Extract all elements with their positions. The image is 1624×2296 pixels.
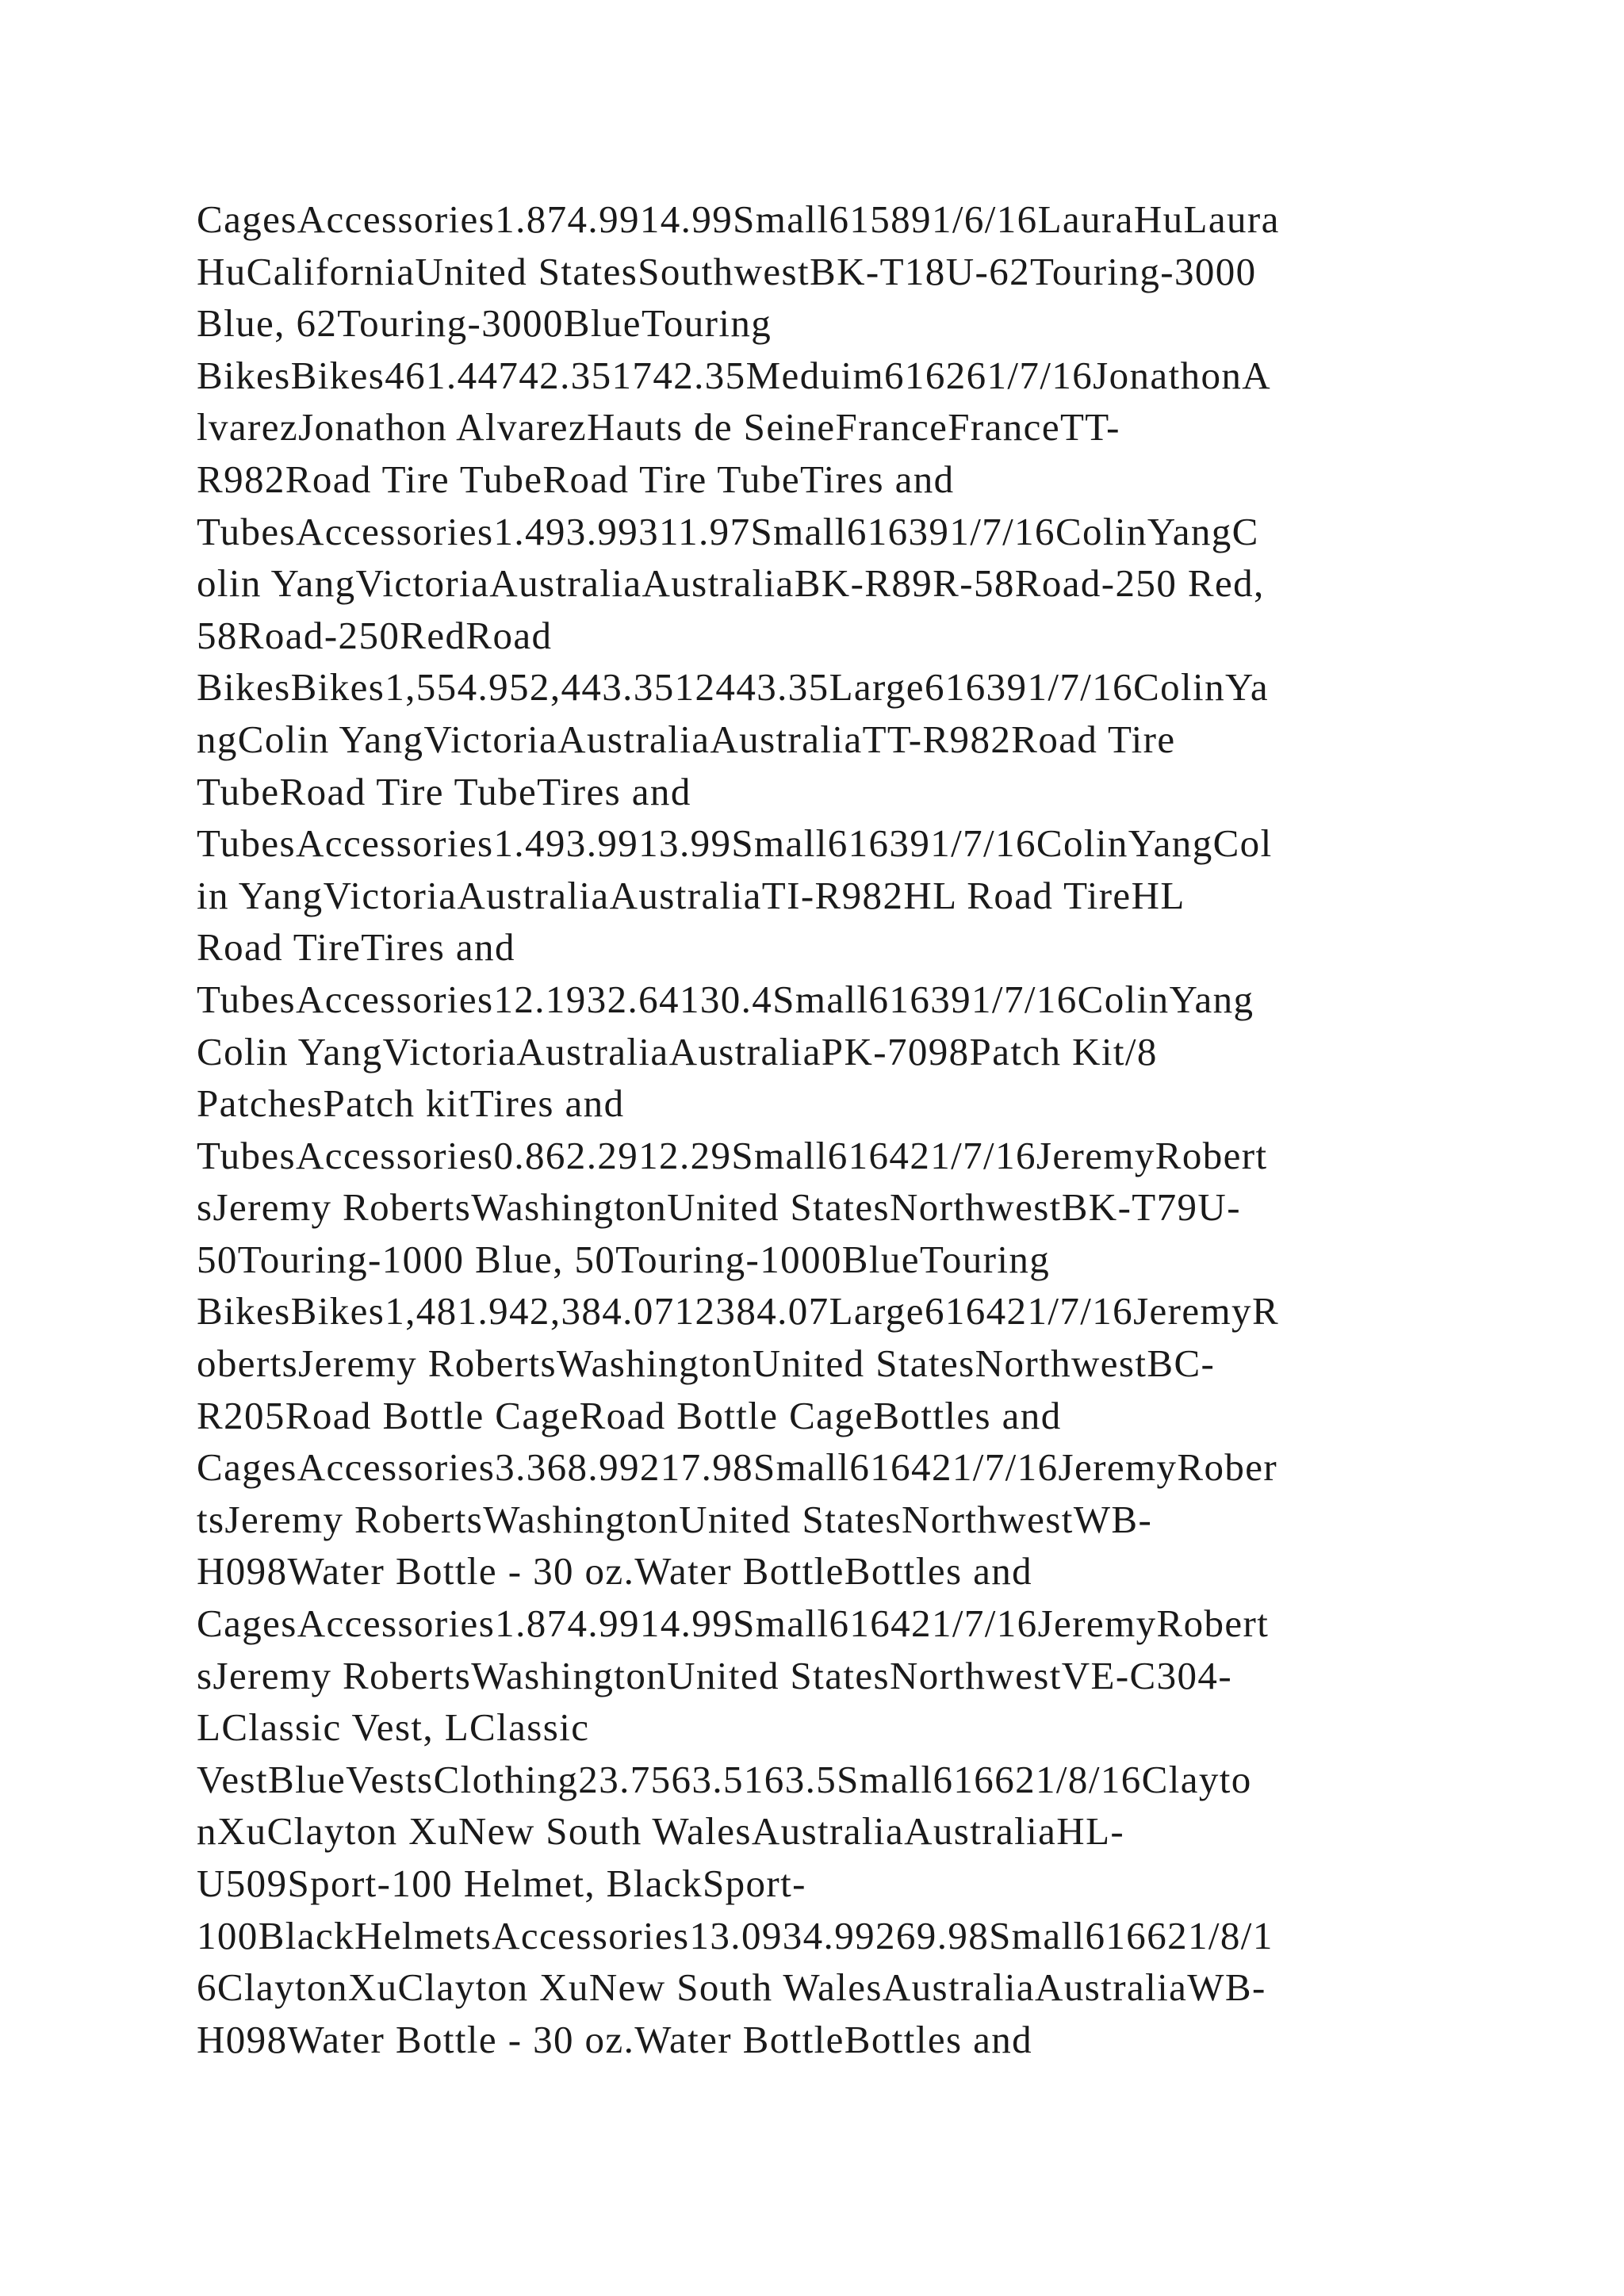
text-line: VestBlueVestsClothing23.7563.5163.5Small616621/8/16Clayto — [197, 1757, 1252, 1801]
text-line: Blue, 62Touring-3000BlueTouring — [197, 301, 772, 346]
text-line: R205Road Bottle CageRoad Bottle CageBottles and — [197, 1393, 1062, 1437]
text-line: 100BlackHelmetsAccessories13.0934.99269.98Small616621/8/1 — [197, 1913, 1274, 1957]
text-line: ngColin YangVictoriaAustraliaAustraliaTT-R982Road Tire — [197, 717, 1176, 761]
text-line: H098Water Bottle - 30 oz.Water BottleBottles and — [197, 1549, 1033, 1594]
text-line: sJeremy RobertsWashingtonUnited StatesNorthwestVE-C304- — [197, 1653, 1233, 1697]
text-line: R982Road Tire TubeRoad Tire TubeTires and — [197, 457, 955, 501]
text-line: obertsJeremy RobertsWashingtonUnited StatesNorthwestBC- — [197, 1341, 1216, 1386]
body-text — [197, 193, 1434, 2065]
text-line: TubeRoad Tire TubeTires and — [197, 769, 691, 813]
text-line: 50Touring-1000 Blue, 50Touring-1000BlueTouring — [197, 1237, 1051, 1281]
text-line: BikesBikes1,481.942,384.0712384.07Large616421/7/16JeremyR — [197, 1289, 1280, 1334]
text-line: CagesAccessories1.874.9914.99Small615891/6/16LauraHuLaura — [197, 197, 1280, 241]
text-line: sJeremy RobertsWashingtonUnited StatesNorthwestBK-T79U- — [197, 1185, 1241, 1230]
text-line: TubesAccessories1.493.9913.99Small616391/7/16ColinYangCol — [197, 821, 1273, 866]
text-line: BikesBikes461.44742.351742.35Meduim616261/7/16JonathonA — [197, 353, 1272, 397]
text-line: nXuClayton XuNew South WalesAustraliaAustraliaHL- — [197, 1809, 1125, 1854]
text-line: PatchesPatch kitTires and — [197, 1081, 625, 1126]
text-line: olin YangVictoriaAustraliaAustraliaBK-R89R-58Road-250 Red, — [197, 561, 1265, 606]
text-line: CagesAccessories3.368.99217.98Small616421/7/16JeremyRober — [197, 1445, 1278, 1490]
text-line: H098Water Bottle - 30 oz.Water BottleBottles and — [197, 2017, 1033, 2061]
text-line: lvarezJonathon AlvarezHauts de SeineFranceFranceTT- — [197, 405, 1120, 450]
text-line: 58Road-250RedRoad — [197, 613, 553, 657]
text-line: Road TireTires and — [197, 925, 515, 970]
text-line: tsJeremy RobertsWashingtonUnited StatesNorthwestWB- — [197, 1497, 1153, 1541]
text-line: BikesBikes1,554.952,443.3512443.35Large616391/7/16ColinYa — [197, 665, 1270, 710]
text-line: TubesAccessories12.1932.64130.4Small616391/7/16ColinYang — [197, 977, 1254, 1021]
text-line: TubesAccessories1.493.99311.97Small616391/7/16ColinYangC — [197, 509, 1259, 553]
text-line: HuCaliforniaUnited StatesSouthwestBK-T18U-62Touring-3000 — [197, 249, 1257, 293]
text-line: Colin YangVictoriaAustraliaAustraliaPK-7098Patch Kit/8 — [197, 1029, 1158, 1073]
text-line: TubesAccessories0.862.2912.29Small616421/7/16JeremyRobert — [197, 1133, 1268, 1177]
text-line: U509Sport-100 Helmet, BlackSport- — [197, 1862, 806, 1905]
text-line: in YangVictoriaAustraliaAustraliaTI-R982HL Road TireHL — [197, 873, 1185, 917]
text-line: LClassic Vest, LClassic — [197, 1705, 590, 1750]
text-line: 6ClaytonXuClayton XuNew South WalesAustraliaAustraliaWB- — [197, 1965, 1266, 2010]
text-line: CagesAccessories1.874.9914.99Small616421/7/16JeremyRobert — [197, 1601, 1270, 1646]
